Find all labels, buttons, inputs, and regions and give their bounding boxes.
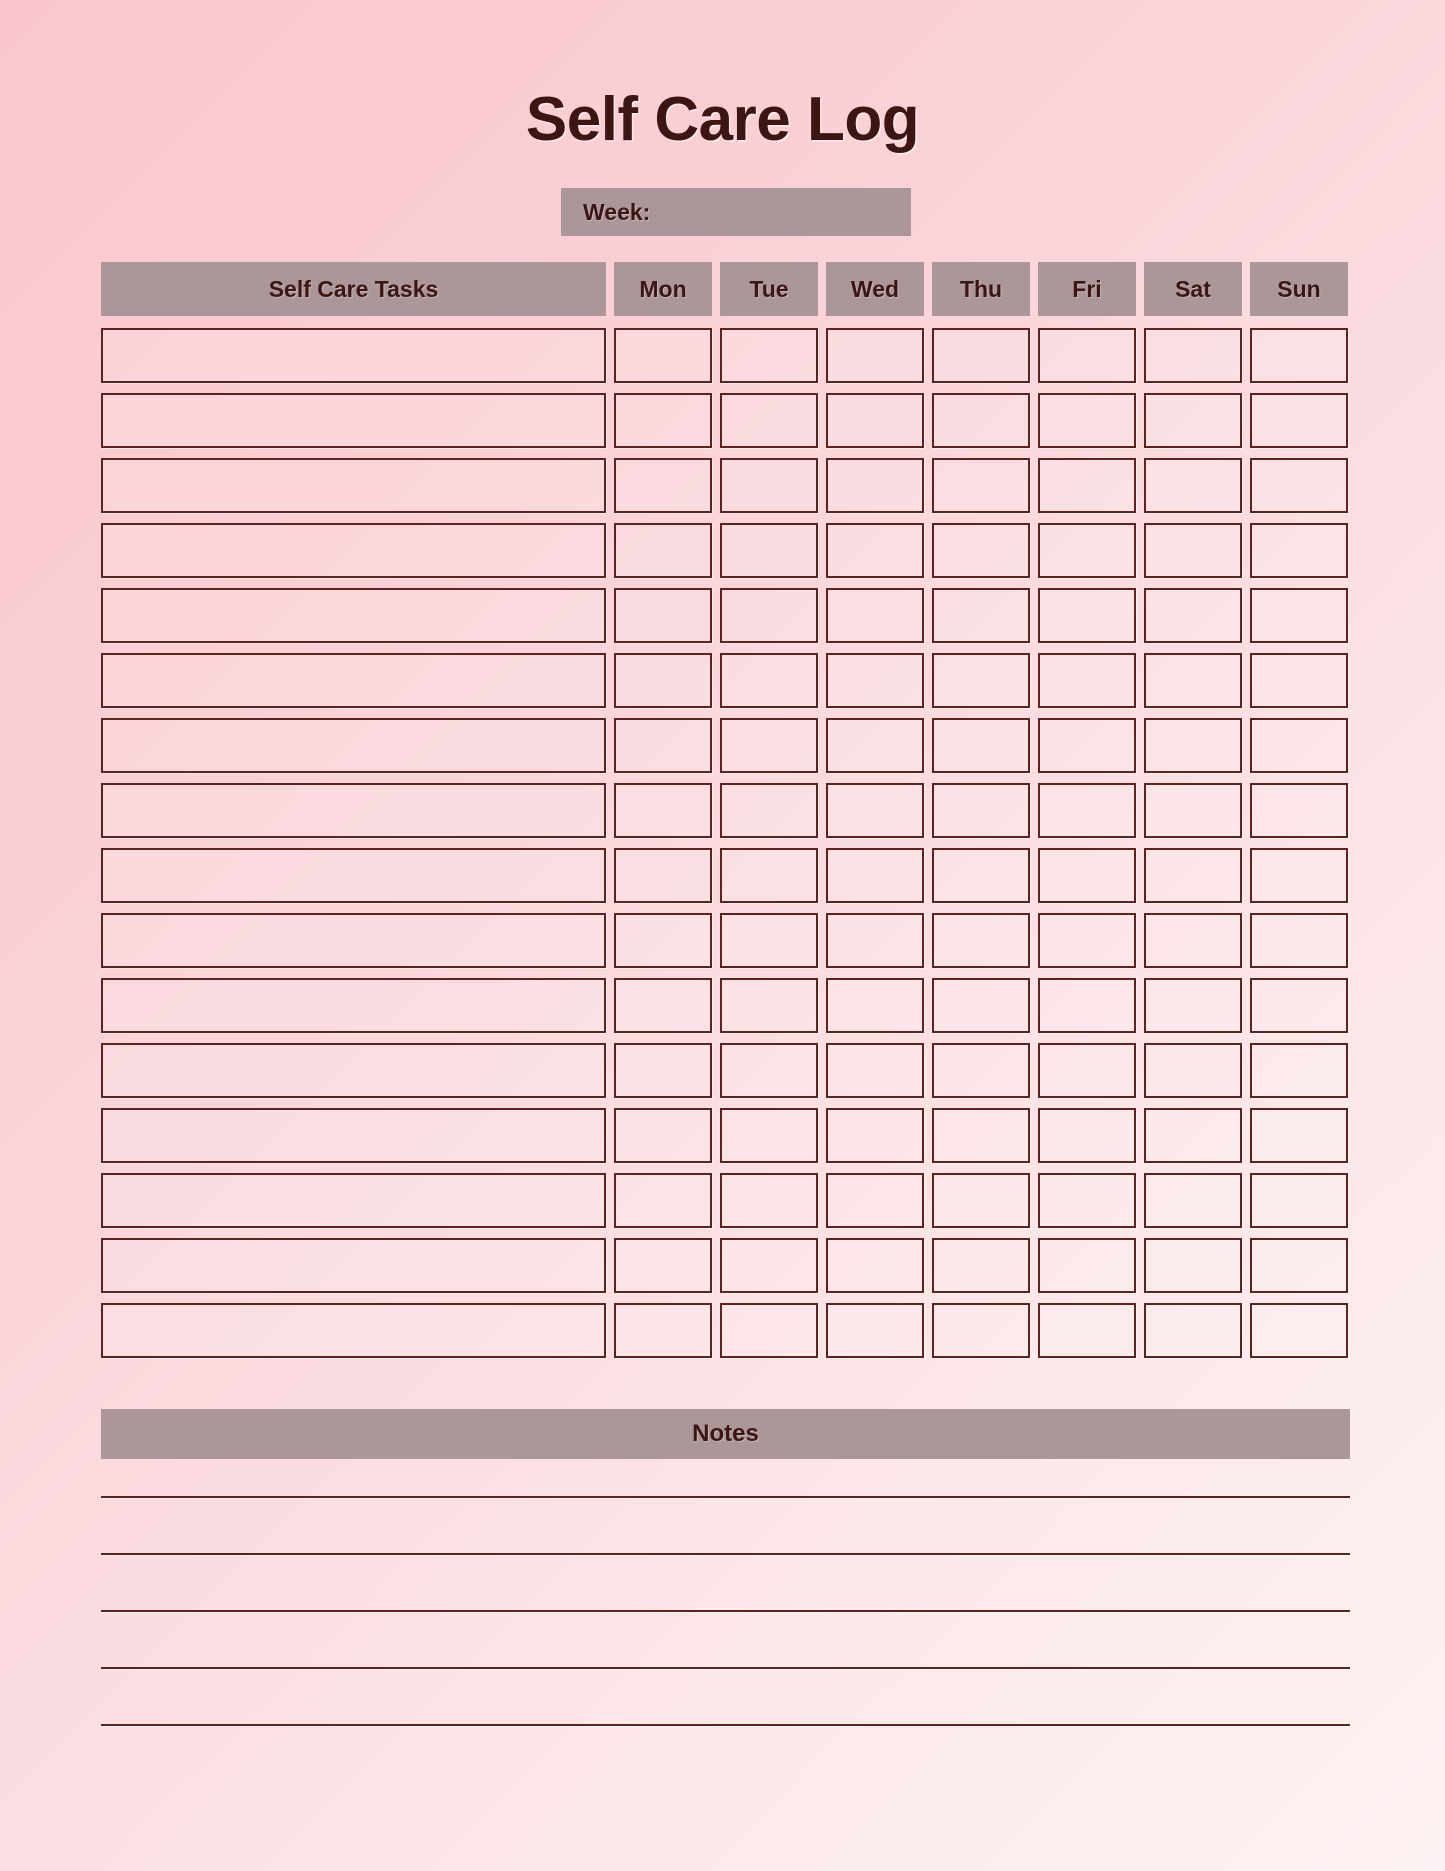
day-checkbox-cell[interactable] xyxy=(1250,393,1348,448)
day-checkbox-cell[interactable] xyxy=(1038,458,1136,513)
day-checkbox-cell[interactable] xyxy=(826,393,924,448)
day-checkbox-cell[interactable] xyxy=(1038,653,1136,708)
week-label: Week: xyxy=(583,198,651,225)
day-checkbox-cell[interactable] xyxy=(1144,1043,1242,1098)
day-checkbox-cell[interactable] xyxy=(826,588,924,643)
day-checkbox-cell[interactable] xyxy=(826,1173,924,1228)
day-checkbox-cell[interactable] xyxy=(614,1303,712,1358)
day-checkbox-cell[interactable] xyxy=(1250,1173,1348,1228)
day-checkbox-cell[interactable] xyxy=(932,1108,1030,1163)
day-checkbox-cell[interactable] xyxy=(932,523,1030,578)
day-checkbox-cell[interactable] xyxy=(826,458,924,513)
day-checkbox-cell[interactable] xyxy=(826,848,924,903)
table-row xyxy=(101,523,1350,578)
day-checkbox-cell[interactable] xyxy=(932,588,1030,643)
column-header-wed: Wed xyxy=(826,262,924,316)
day-checkbox-cell[interactable] xyxy=(1250,978,1348,1033)
day-checkbox-cell[interactable] xyxy=(1144,653,1242,708)
notes-heading: Notes xyxy=(101,1409,1350,1459)
day-checkbox-cell[interactable] xyxy=(1038,1303,1136,1358)
task-input[interactable] xyxy=(101,458,606,513)
day-checkbox-cell[interactable] xyxy=(826,1238,924,1293)
table-row xyxy=(101,328,1350,383)
day-checkbox-cell[interactable] xyxy=(1038,1238,1136,1293)
day-checkbox-cell[interactable] xyxy=(614,913,712,968)
day-checkbox-cell[interactable] xyxy=(614,848,712,903)
day-checkbox-cell[interactable] xyxy=(720,913,818,968)
day-checkbox-cell[interactable] xyxy=(1144,913,1242,968)
day-checkbox-cell[interactable] xyxy=(826,783,924,838)
day-checkbox-cell[interactable] xyxy=(720,848,818,903)
day-checkbox-cell[interactable] xyxy=(932,718,1030,773)
day-checkbox-cell[interactable] xyxy=(826,718,924,773)
day-checkbox-cell[interactable] xyxy=(720,1238,818,1293)
day-checkbox-cell[interactable] xyxy=(1144,328,1242,383)
day-checkbox-cell[interactable] xyxy=(720,653,818,708)
table-row xyxy=(101,848,1350,903)
day-checkbox-cell[interactable] xyxy=(720,718,818,773)
column-header-tue: Tue xyxy=(720,262,818,316)
day-checkbox-cell[interactable] xyxy=(826,978,924,1033)
day-checkbox-cell[interactable] xyxy=(1250,588,1348,643)
day-checkbox-cell[interactable] xyxy=(1250,1108,1348,1163)
day-checkbox-cell[interactable] xyxy=(932,913,1030,968)
day-checkbox-cell[interactable] xyxy=(720,783,818,838)
day-checkbox-cell[interactable] xyxy=(932,1043,1030,1098)
day-checkbox-cell[interactable] xyxy=(1250,1238,1348,1293)
task-input[interactable] xyxy=(101,1173,606,1228)
task-input[interactable] xyxy=(101,718,606,773)
day-checkbox-cell[interactable] xyxy=(826,523,924,578)
table-row xyxy=(101,718,1350,773)
day-checkbox-cell[interactable] xyxy=(614,1173,712,1228)
task-input[interactable] xyxy=(101,523,606,578)
day-checkbox-cell[interactable] xyxy=(1144,718,1242,773)
task-input[interactable] xyxy=(101,1238,606,1293)
day-checkbox-cell[interactable] xyxy=(1144,393,1242,448)
task-input[interactable] xyxy=(101,1303,606,1358)
day-checkbox-cell[interactable] xyxy=(1144,1238,1242,1293)
day-checkbox-cell[interactable] xyxy=(720,588,818,643)
table-row xyxy=(101,588,1350,643)
day-checkbox-cell[interactable] xyxy=(1250,913,1348,968)
day-checkbox-cell[interactable] xyxy=(1038,718,1136,773)
day-checkbox-cell[interactable] xyxy=(614,1238,712,1293)
day-checkbox-cell[interactable] xyxy=(932,848,1030,903)
day-checkbox-cell[interactable] xyxy=(1038,393,1136,448)
day-checkbox-cell[interactable] xyxy=(1038,1173,1136,1228)
day-checkbox-cell[interactable] xyxy=(826,328,924,383)
day-checkbox-cell[interactable] xyxy=(614,588,712,643)
day-checkbox-cell[interactable] xyxy=(1144,848,1242,903)
notes-line[interactable] xyxy=(101,1610,1350,1612)
day-checkbox-cell[interactable] xyxy=(932,653,1030,708)
day-checkbox-cell[interactable] xyxy=(1250,718,1348,773)
self-care-table xyxy=(101,262,1350,1368)
task-input[interactable] xyxy=(101,848,606,903)
column-header-sun: Sun xyxy=(1250,262,1348,316)
table-row xyxy=(101,1303,1350,1358)
day-checkbox-cell[interactable] xyxy=(720,1108,818,1163)
day-checkbox-cell[interactable] xyxy=(720,523,818,578)
day-checkbox-cell[interactable] xyxy=(932,328,1030,383)
day-checkbox-cell[interactable] xyxy=(614,783,712,838)
day-checkbox-cell[interactable] xyxy=(1250,328,1348,383)
column-header-fri: Fri xyxy=(1038,262,1136,316)
day-checkbox-cell[interactable] xyxy=(826,1108,924,1163)
day-checkbox-cell[interactable] xyxy=(1038,783,1136,838)
day-checkbox-cell[interactable] xyxy=(932,1238,1030,1293)
table-row xyxy=(101,653,1350,708)
task-input[interactable] xyxy=(101,393,606,448)
table-row xyxy=(101,1043,1350,1098)
day-checkbox-cell[interactable] xyxy=(720,458,818,513)
day-checkbox-cell[interactable] xyxy=(1038,848,1136,903)
task-input[interactable] xyxy=(101,1043,606,1098)
table-row xyxy=(101,1173,1350,1228)
task-input[interactable] xyxy=(101,588,606,643)
day-checkbox-cell[interactable] xyxy=(1038,913,1136,968)
notes-line[interactable] xyxy=(101,1496,1350,1498)
notes-area xyxy=(101,1496,1350,1781)
day-checkbox-cell[interactable] xyxy=(826,1043,924,1098)
table-body xyxy=(101,328,1350,1358)
day-checkbox-cell[interactable] xyxy=(1250,848,1348,903)
day-checkbox-cell[interactable] xyxy=(614,328,712,383)
day-checkbox-cell[interactable] xyxy=(1038,588,1136,643)
day-checkbox-cell[interactable] xyxy=(1144,978,1242,1033)
task-input[interactable] xyxy=(101,783,606,838)
day-checkbox-cell[interactable] xyxy=(932,783,1030,838)
day-checkbox-cell[interactable] xyxy=(1144,1173,1242,1228)
table-row xyxy=(101,1108,1350,1163)
day-checkbox-cell[interactable] xyxy=(1038,523,1136,578)
day-checkbox-cell[interactable] xyxy=(1144,588,1242,643)
day-checkbox-cell[interactable] xyxy=(614,978,712,1033)
table-header-row xyxy=(101,262,1350,316)
day-checkbox-cell[interactable] xyxy=(720,328,818,383)
week-field[interactable] xyxy=(561,188,911,236)
column-header-sat: Sat xyxy=(1144,262,1242,316)
day-checkbox-cell[interactable] xyxy=(720,393,818,448)
day-checkbox-cell[interactable] xyxy=(720,978,818,1033)
table-row xyxy=(101,913,1350,968)
day-checkbox-cell[interactable] xyxy=(1144,1108,1242,1163)
day-checkbox-cell[interactable] xyxy=(932,1303,1030,1358)
notes-line[interactable] xyxy=(101,1724,1350,1726)
day-checkbox-cell[interactable] xyxy=(1250,523,1348,578)
day-checkbox-cell[interactable] xyxy=(1250,653,1348,708)
day-checkbox-cell[interactable] xyxy=(614,1108,712,1163)
day-checkbox-cell[interactable] xyxy=(826,1303,924,1358)
day-checkbox-cell[interactable] xyxy=(614,1043,712,1098)
day-checkbox-cell[interactable] xyxy=(614,718,712,773)
day-checkbox-cell[interactable] xyxy=(720,1043,818,1098)
day-checkbox-cell[interactable] xyxy=(1250,1303,1348,1358)
task-input[interactable] xyxy=(101,653,606,708)
day-checkbox-cell[interactable] xyxy=(1038,328,1136,383)
page-title: Self Care Log xyxy=(525,85,920,154)
column-header-mon: Mon xyxy=(614,262,712,316)
task-input[interactable] xyxy=(101,328,606,383)
table-row xyxy=(101,458,1350,513)
notes-line[interactable] xyxy=(101,1553,1350,1555)
table-row xyxy=(101,1238,1350,1293)
day-checkbox-cell[interactable] xyxy=(720,1173,818,1228)
day-checkbox-cell[interactable] xyxy=(1038,1108,1136,1163)
task-input[interactable] xyxy=(101,913,606,968)
day-checkbox-cell[interactable] xyxy=(826,653,924,708)
day-checkbox-cell[interactable] xyxy=(1144,1303,1242,1358)
day-checkbox-cell[interactable] xyxy=(932,393,1030,448)
day-checkbox-cell[interactable] xyxy=(1250,458,1348,513)
day-checkbox-cell[interactable] xyxy=(614,653,712,708)
day-checkbox-cell[interactable] xyxy=(932,1173,1030,1228)
column-header-tasks: Self Care Tasks xyxy=(101,262,606,316)
day-checkbox-cell[interactable] xyxy=(614,523,712,578)
day-checkbox-cell[interactable] xyxy=(1144,783,1242,838)
day-checkbox-cell[interactable] xyxy=(932,458,1030,513)
table-row xyxy=(101,783,1350,838)
day-checkbox-cell[interactable] xyxy=(1038,1043,1136,1098)
day-checkbox-cell[interactable] xyxy=(932,978,1030,1033)
day-checkbox-cell[interactable] xyxy=(1144,523,1242,578)
day-checkbox-cell[interactable] xyxy=(720,1303,818,1358)
day-checkbox-cell[interactable] xyxy=(826,913,924,968)
day-checkbox-cell[interactable] xyxy=(1250,1043,1348,1098)
day-checkbox-cell[interactable] xyxy=(1250,783,1348,838)
day-checkbox-cell[interactable] xyxy=(1144,458,1242,513)
table-row xyxy=(101,393,1350,448)
day-checkbox-cell[interactable] xyxy=(614,458,712,513)
day-checkbox-cell[interactable] xyxy=(614,393,712,448)
day-checkbox-cell[interactable] xyxy=(1038,978,1136,1033)
task-input[interactable] xyxy=(101,1108,606,1163)
task-input[interactable] xyxy=(101,978,606,1033)
column-header-thu: Thu xyxy=(932,262,1030,316)
notes-line[interactable] xyxy=(101,1667,1350,1669)
table-row xyxy=(101,978,1350,1033)
